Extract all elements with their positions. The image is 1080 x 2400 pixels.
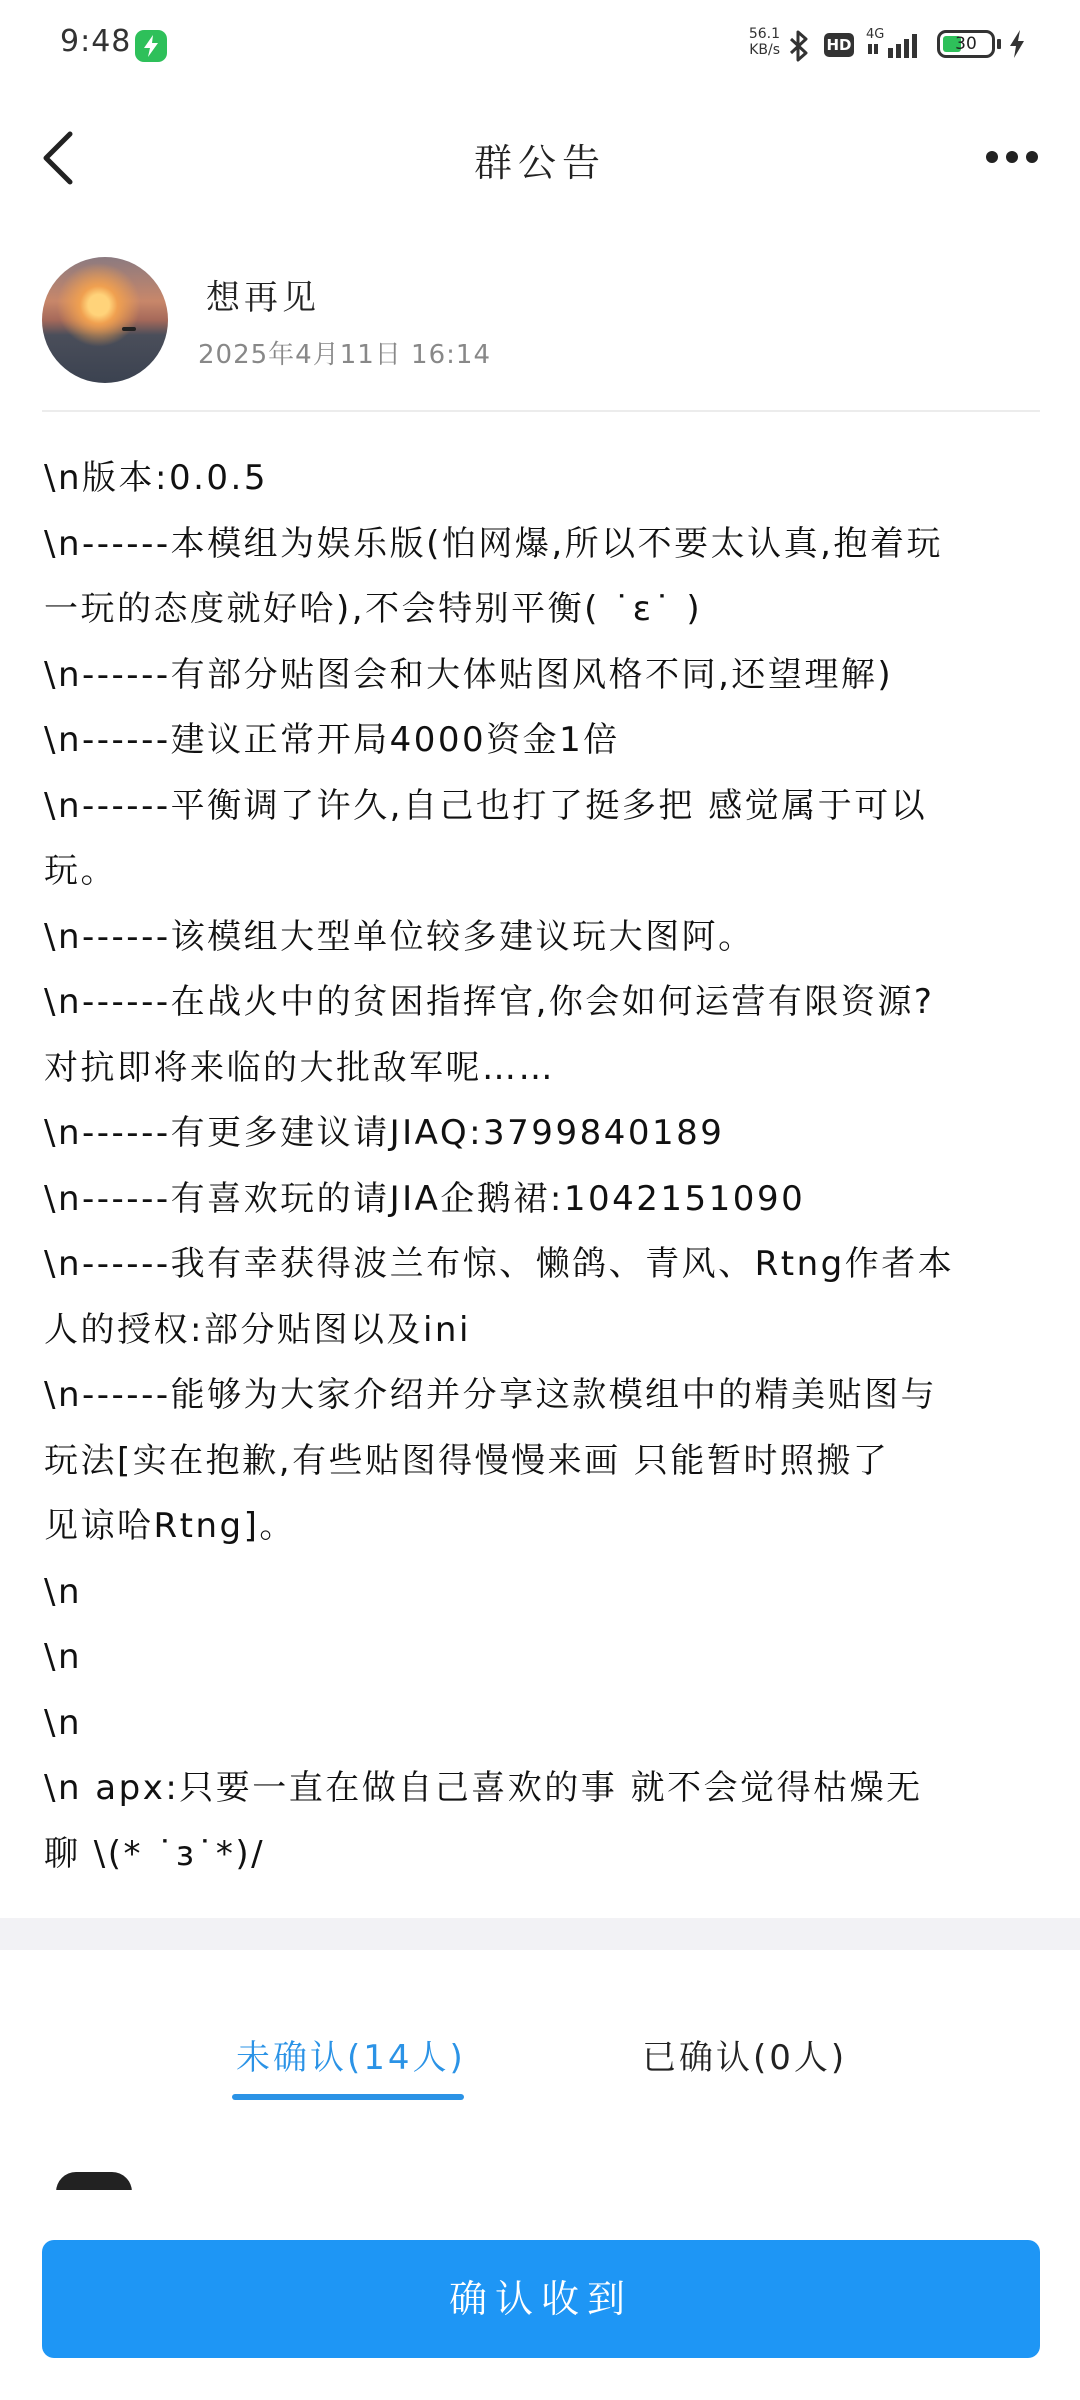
page-title: 群公告 bbox=[473, 141, 606, 185]
announcement-line: \n------能够为大家介绍并分享这款模组中的精美贴图与 bbox=[44, 1375, 938, 1415]
signal-icon bbox=[868, 30, 926, 64]
battery-level: 30 bbox=[955, 34, 977, 54]
nav-bar bbox=[0, 110, 1080, 206]
net-speed-value: 56.1 bbox=[748, 26, 780, 42]
member-avatar[interactable] bbox=[56, 2172, 132, 2192]
active-tab-indicator bbox=[232, 2094, 464, 2100]
more-button[interactable] bbox=[984, 144, 1040, 170]
announcement-line: 聊 \(* ˙з˙*)/ bbox=[44, 1833, 266, 1874]
divider bbox=[42, 410, 1040, 412]
announcement-line: \n bbox=[44, 1571, 83, 1612]
announcement-line: 一玩的态度就好哈),不会特别平衡( ˙ε˙ ) bbox=[44, 589, 703, 629]
tab-unconfirmed[interactable]: 未确认(14人) bbox=[236, 2038, 466, 2078]
announcement-line: 见谅哈Rtng]。 bbox=[44, 1506, 296, 1546]
status-bar bbox=[0, 0, 1080, 92]
announcement-line: \n apx:只要一直在做自己喜欢的事 就不会觉得枯燥无 bbox=[44, 1768, 923, 1808]
net-speed-unit: KB/s bbox=[749, 42, 780, 58]
announcement-line: \n版本:0.0.5 bbox=[44, 458, 268, 498]
announcement-line: \n------本模组为娱乐版(怕网爆,所以不要太认真,抱着玩 bbox=[44, 523, 943, 564]
announcement-line: \n------在战火中的贫困指挥官,你会如何运营有限资源? bbox=[44, 982, 935, 1022]
confirm-received-button[interactable]: 确认收到 bbox=[42, 2240, 1040, 2358]
announcement-line: \n------有部分贴图会和大体贴图风格不同,还望理解) bbox=[44, 654, 894, 695]
status-time: 9:48 bbox=[60, 24, 132, 59]
announcement-line: 玩。 bbox=[44, 851, 117, 891]
hd-icon: HD bbox=[824, 33, 854, 57]
author-avatar[interactable] bbox=[42, 257, 168, 383]
announcement-line: 玩法[实在抱歉,有些贴图得慢慢来画 只能暂时照搬了 bbox=[44, 1440, 890, 1481]
announcement-line: \n------建议正常开局4000资金1倍 bbox=[44, 720, 620, 760]
announcement-content bbox=[44, 446, 1044, 1887]
announcement-line: \n------该模组大型单位较多建议玩大图阿。 bbox=[44, 916, 755, 957]
author-name: 想再见 bbox=[206, 278, 320, 318]
network-type: 4G bbox=[866, 27, 885, 42]
battery-icon bbox=[937, 30, 995, 58]
announcement-line: \n------有喜欢玩的请JIA企鹅裙:1042151090 bbox=[44, 1178, 806, 1219]
announcement-line: \n bbox=[44, 1637, 83, 1677]
net-speed bbox=[746, 26, 780, 58]
announcement-line: 对抗即将来临的大批敌军呢…… bbox=[44, 1047, 555, 1088]
announcement-line: \n------有更多建议请JIAQ:3799840189 bbox=[44, 1113, 725, 1153]
tab-confirmed[interactable]: 已确认(0人) bbox=[642, 2038, 848, 2078]
announcement-line: \n------平衡调了许久,自己也打了挺多把 感觉属于可以 bbox=[44, 785, 928, 826]
post-timestamp: 2025年4月11日 16:14 bbox=[198, 340, 491, 370]
announcement-line: \n------我有幸获得波兰布惊、懒鸽、青风、Rtng作者本 bbox=[44, 1244, 955, 1284]
announcement-line: \n bbox=[44, 1702, 83, 1743]
charging-indicator-icon bbox=[135, 30, 167, 62]
announcement-line: 人的授权:部分贴图以及ini bbox=[44, 1309, 471, 1350]
more-horizontal-icon bbox=[984, 144, 1040, 170]
section-separator bbox=[0, 1918, 1080, 1950]
bluetooth-icon bbox=[788, 30, 810, 66]
bolt-icon bbox=[1008, 30, 1026, 62]
